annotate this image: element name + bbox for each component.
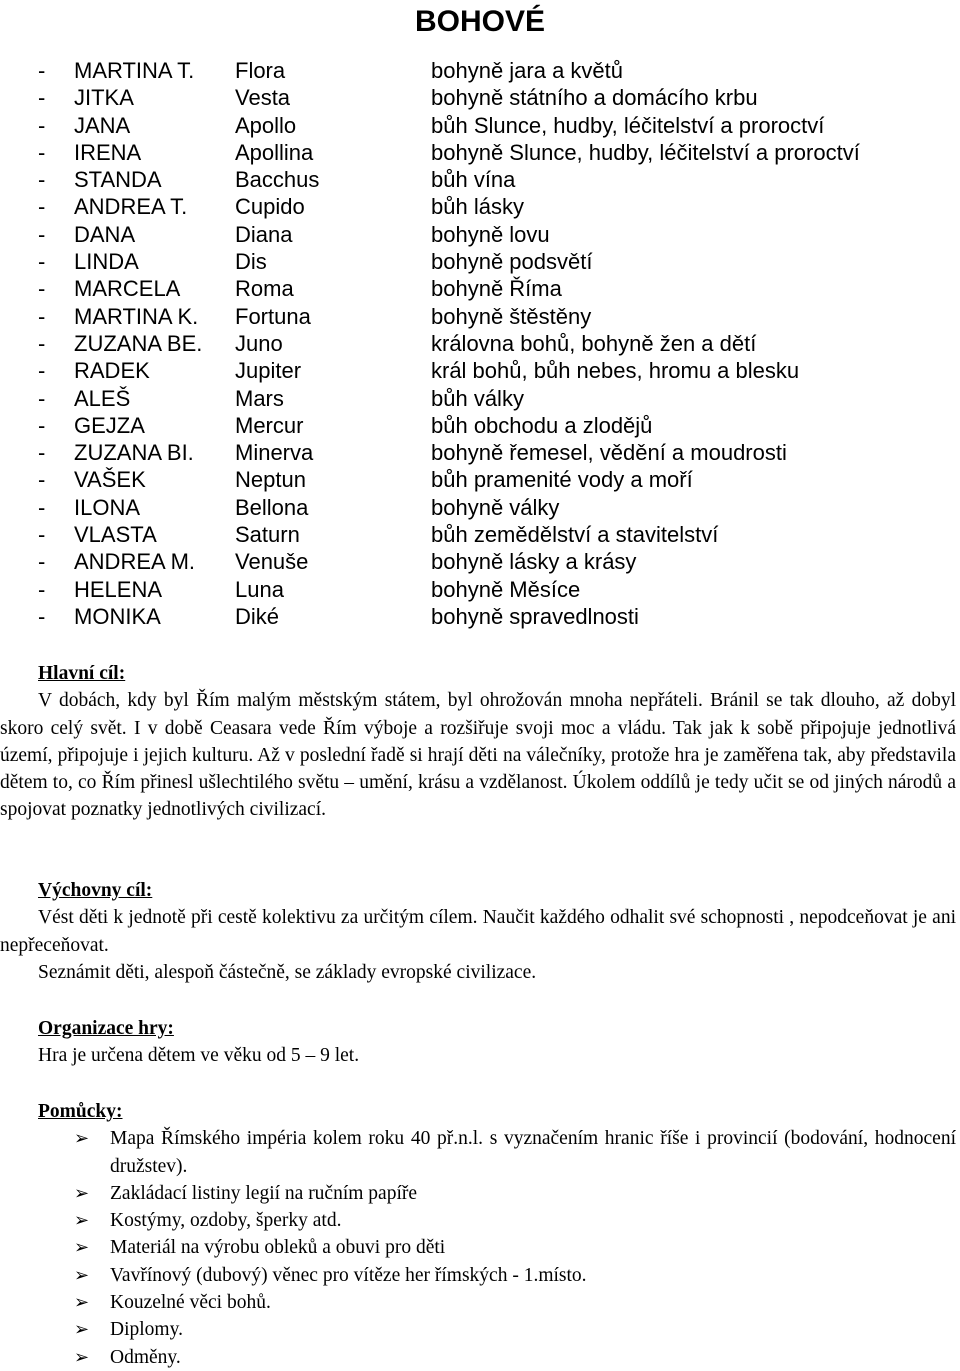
god-row: [0, 303, 960, 330]
arrow-bullet-icon: ➢: [74, 1319, 90, 1341]
god-row-name: RADEK: [74, 358, 150, 384]
god-row-deity: Minerva: [235, 440, 314, 466]
god-row-dash: -: [38, 249, 46, 275]
god-row: [0, 466, 960, 493]
god-row-deity: Vesta: [235, 85, 291, 111]
god-row-deity: Jupiter: [235, 358, 302, 384]
god-row: [0, 576, 960, 603]
god-row-dash: -: [38, 440, 46, 466]
god-row-description: bohyně války: [431, 494, 560, 520]
god-row: [0, 193, 960, 220]
edu-goal-section: [0, 877, 960, 986]
god-row-deity: Neptun: [235, 467, 306, 493]
tools-list-item: [0, 1344, 956, 1371]
god-row-dash: -: [38, 358, 46, 384]
god-row-name: MONIKA: [74, 603, 161, 629]
god-row-description: bohyně jara a květů: [431, 58, 624, 83]
god-row: [0, 139, 960, 166]
god-row-name: GEJZA: [74, 412, 145, 438]
god-row-dash: -: [38, 85, 46, 111]
god-row-deity: Saturn: [235, 522, 300, 548]
tools-list-item-text: Kouzelné věci bohů.: [110, 1292, 271, 1314]
gods-list: [0, 57, 960, 630]
god-row-dash: -: [38, 58, 46, 83]
god-row-name: MARTINA T.: [74, 58, 195, 83]
god-row-name: HELENA: [74, 576, 163, 602]
god-row-dash: -: [38, 303, 46, 329]
god-row-description: bůh zemědělství a stavitelství: [431, 522, 719, 548]
tools-list-item-text: Materiál na výrobu obleků a obuvi pro děti: [110, 1237, 446, 1259]
god-row-deity: Bellona: [235, 494, 309, 520]
tools-list-item: [0, 1180, 956, 1207]
god-row-description: bůh vína: [431, 167, 516, 193]
god-row-description: bohyně Slunce, hudby, léčitelství a proroctví: [431, 139, 860, 165]
arrow-bullet-icon: ➢: [74, 1182, 90, 1204]
god-row-name: ANDREA M.: [74, 549, 196, 575]
arrow-bullet-icon: ➢: [74, 1210, 90, 1232]
god-row-deity: Luna: [235, 576, 284, 602]
organization-text: Hra je určena dětem ve věku od 5 – 9 let.: [38, 1045, 360, 1067]
organization-heading: Organizace hry:: [38, 1018, 174, 1039]
tools-list-item: [0, 1125, 956, 1180]
god-row-dash: -: [38, 522, 46, 548]
god-row-description: bůh pramenité vody a moří: [431, 467, 693, 493]
god-row-description: bohyně štěstěny: [431, 303, 592, 329]
god-row-description: bohyně spravedlnosti: [431, 603, 639, 629]
god-row-description: bůh obchodu a zlodějů: [431, 412, 653, 438]
god-row-dash: -: [38, 139, 46, 165]
god-row-description: bůh války: [431, 385, 524, 411]
god-row-deity: Fortuna: [235, 303, 311, 329]
god-row-name: MARTINA K.: [74, 303, 199, 329]
edu-goal-text-2: Seznámit děti, alespoň částečně, se základy evropské civilizace.: [38, 961, 537, 983]
god-row-description: královna bohů, bohyně žen a dětí: [431, 330, 757, 356]
arrow-bullet-icon: ➢: [74, 1128, 90, 1150]
god-row: [0, 84, 960, 111]
god-row-name: DANA: [74, 221, 136, 247]
god-row: [0, 603, 960, 630]
god-row-name: VAŠEK: [74, 467, 146, 493]
god-row-dash: -: [38, 576, 46, 602]
god-row-name: ANDREA T.: [74, 194, 188, 220]
god-row-deity: Juno: [235, 330, 283, 356]
god-row-dash: -: [38, 112, 46, 138]
tools-list-item-text: Diplomy.: [110, 1319, 183, 1341]
tools-section: [0, 1098, 960, 1371]
edu-goal-heading: Výchovny cíl:: [38, 880, 153, 901]
god-row-name: JITKA: [74, 85, 134, 111]
god-row-dash: -: [38, 412, 46, 438]
god-row-description: král bohů, bůh nebes, hromu a blesku: [431, 358, 800, 384]
god-row: [0, 166, 960, 193]
tools-list: [0, 1125, 960, 1371]
god-row-description: bůh lásky: [431, 194, 524, 220]
god-row-description: bohyně Říma: [431, 276, 562, 302]
god-row: [0, 221, 960, 248]
main-goal-text: V dobách, kdy byl Řím malým městským státem, byl ohrožován mnoha nepřáteli. Bránil se tak dlouho, až dobyl skoro celý svět. I v době Ceasara vede Řím výboje a rozšiřuje svoji moc a vládu. Tak jak k sobě připojuje jednotlivá území, připojuje i jejich kulturu. Až v poslední řadě si hrají děti na válečníky, protože hra je zaměřena tak, aby představila dětem to, co Řím přinesl ušlechtilého světu – umění, krásu a vzdělanost. Úkolem oddílů je tedy učit se od jiných národů a spojovat poznatky jednotlivých civilizací.: [0, 690, 956, 821]
god-row-dash: -: [38, 167, 46, 193]
god-row-description: bohyně Měsíce: [431, 576, 581, 602]
god-row-dash: -: [38, 494, 46, 520]
god-row-deity: Apollina: [235, 139, 314, 165]
tools-list-item: [0, 1234, 956, 1261]
god-row-deity: Apollo: [235, 112, 297, 138]
god-row-name: IRENA: [74, 139, 142, 165]
god-row-deity: Mercur: [235, 412, 304, 438]
god-row-name: ZUZANA BI.: [74, 440, 194, 466]
god-row-description: bohyně řemesel, vědění a moudrosti: [431, 440, 787, 466]
tools-list-item-text: Vavřínový (dubový) věnec pro vítěze her římských - 1.místo.: [110, 1264, 587, 1286]
god-row-description: bohyně státního a domácího krbu: [431, 85, 758, 111]
god-row: [0, 494, 960, 521]
god-row-dash: -: [38, 603, 46, 629]
god-row-name: ZUZANA BE.: [74, 330, 203, 356]
god-row-deity: Mars: [235, 385, 284, 411]
tools-list-item-text: Kostýmy, ozdoby, šperky atd.: [110, 1210, 342, 1232]
god-row-dash: -: [38, 385, 46, 411]
god-row-deity: Flora: [235, 58, 286, 83]
god-row-name: VLASTA: [74, 522, 157, 548]
god-row: [0, 385, 960, 412]
god-row: [0, 439, 960, 466]
god-row-deity: Dis: [235, 249, 267, 275]
god-row-name: ALEŠ: [74, 385, 131, 411]
main-goal-section: [0, 660, 960, 824]
god-row: [0, 412, 960, 439]
arrow-bullet-icon: ➢: [74, 1346, 90, 1368]
god-row-dash: -: [38, 330, 46, 356]
tools-list-item: [0, 1262, 956, 1289]
god-row-deity: Bacchus: [235, 167, 320, 193]
god-row-description: bůh Slunce, hudby, léčitelství a proroctví: [431, 112, 825, 138]
tools-list-item: [0, 1316, 956, 1343]
god-row-name: JANA: [74, 112, 131, 138]
god-row-deity: Diana: [235, 221, 293, 247]
god-row-description: bohyně lovu: [431, 221, 550, 247]
god-row-deity: Diké: [235, 603, 280, 629]
main-goal-heading: Hlavní cíl:: [38, 663, 126, 684]
edu-goal-text: Vést děti k jednotě při cestě kolektivu za určitým cílem. Naučit každého odhalit své schopnosti , nepodceňovat je ani nepřeceňovat.: [0, 907, 956, 956]
arrow-bullet-icon: ➢: [74, 1292, 90, 1314]
tools-list-item: [0, 1207, 956, 1234]
god-row: [0, 357, 960, 384]
god-row-deity: Venuše: [235, 549, 309, 575]
god-row: [0, 112, 960, 139]
arrow-bullet-icon: ➢: [74, 1237, 90, 1259]
god-row-description: bohyně podsvětí: [431, 249, 593, 275]
god-row-name: LINDA: [74, 249, 139, 275]
arrow-bullet-icon: ➢: [74, 1264, 90, 1286]
tools-list-item: [0, 1289, 956, 1316]
god-row: [0, 521, 960, 548]
god-row-dash: -: [38, 276, 46, 302]
tools-heading: Pomůcky:: [38, 1101, 123, 1122]
god-row-deity: Cupido: [235, 194, 305, 220]
god-row: [0, 57, 960, 84]
tools-list-item-text: Mapa Římského impéria kolem roku 40 př.n.l. s vyznačením hranic říše i provincií (bodování, hodnocení družstev).: [110, 1128, 956, 1177]
god-row-dash: -: [38, 467, 46, 493]
tools-list-item-text: Zakládací listiny legií na ručním papíře: [110, 1182, 418, 1204]
god-row-dash: -: [38, 194, 46, 220]
god-row: [0, 248, 960, 275]
god-row-description: bohyně lásky a krásy: [431, 549, 637, 575]
god-row: [0, 275, 960, 302]
god-row-name: ILONA: [74, 494, 141, 520]
god-row-name: MARCELA: [74, 276, 181, 302]
god-row: [0, 330, 960, 357]
god-row-name: STANDA: [74, 167, 162, 193]
god-row-dash: -: [38, 221, 46, 247]
page-title: BOHOVÉ: [414, 5, 546, 38]
god-row-deity: Roma: [235, 276, 294, 302]
god-row-dash: -: [38, 549, 46, 575]
tools-list-item-text: Odměny.: [110, 1346, 181, 1368]
god-row: [0, 548, 960, 575]
organization-section: [0, 1015, 960, 1070]
